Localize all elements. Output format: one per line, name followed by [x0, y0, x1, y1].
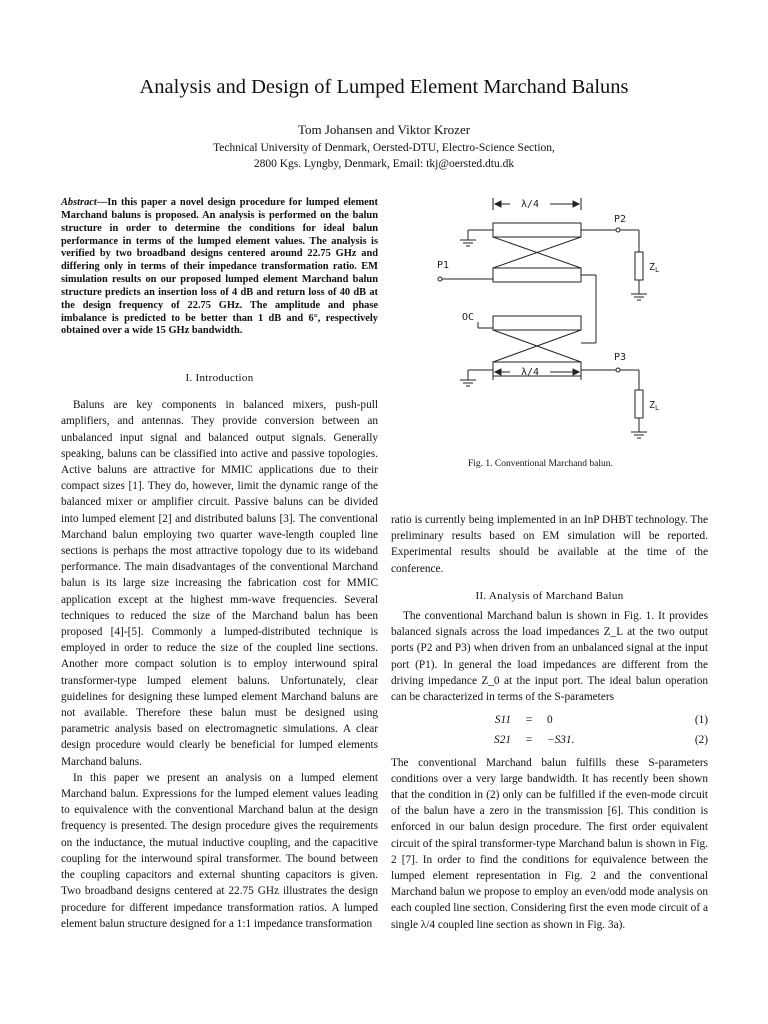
intro-paragraph-2: In this paper we present an analysis on a lumped element Marchand balun. Expressions for the lumped element values leading to equivalence with the conventional Marchand balun at the design frequency is presented. The design procedure gives the requirements on the inductance, the mutual inductive coupling, and the capacitive coupling for the interwound spiral transformer. The bound between the coupling capacitors and external shunting capacitors is given. Two broadband designs centered at 22.75 GHz illustrates the design procedure for different impedance transformation ratios. A lumped element balun structure designed for a 1:1 impedance transformation: [61, 771, 378, 930]
section-2-heading: II. Analysis of Marchand Balun: [475, 589, 624, 602]
port-p3-label: P3: [614, 352, 627, 363]
figure-1-caption: Fig. 1. Conventional Marchand balun.: [468, 459, 613, 469]
intro-paragraph-3: ratio is currently being implemented in an InP DHBT technology. The preliminary results based on EM simulation will be reported. Experimental results should be available at the time of the conference.: [391, 514, 708, 575]
open-circuit-label: OC: [462, 312, 475, 323]
load-zl-label-bottom: $Z_L$: [649, 400, 660, 412]
analysis-paragraph-2: The conventional Marchand balun fulfills these S-parameters conditions over a very large bandwidth. It has recently been shown that the condition in (2) only can be fulfilled if the even-mode circuit of the balun have a zero in the transmission [6]. This condition is enforced in our balun design procedure. The first order equivalent circuit of the spiral transformer-type Marchand balun is shown in Fig. 2 [7]. In order to find the conditions for equivalence between the lumped element representation in Fig. 2 and the conventional Marchand balun we propose to employ an even/odd mode analysis on each coupled line section. Considering first the even mode circuit of a single λ/4 coupled line section as shown in Fig. 3a).: [391, 756, 708, 931]
abstract: [61, 197, 378, 338]
equation-2: S21 = −S31. (2): [494, 734, 708, 747]
abstract-label: Abstract: [61, 197, 97, 208]
lambda-label-bottom: λ/4: [521, 367, 540, 378]
load-zl-label-top: $Z_L$: [649, 262, 660, 274]
analysis-paragraph-1: The conventional Marchand balun is shown in Fig. 1. It provides balanced signals across the load impedances Z_L at the two output ports (P2 and P3) when driven from an unbalanced signal at the input port (P1). In general the load impedances are different from the driving impedance Z_0 at the input port. The ideal balun operation can be characterized in terms of the S-parameters: [391, 610, 708, 704]
intro-paragraph-1: Baluns are key components in balanced mixers, push-pull amplifiers, and antennas. They provide conversion between an unbalanced input signal and balanced output signals. Generally speaking, baluns can be classified into active and passive topologies. Active baluns are attractive for MMIC applications due to their compact sizes [1]. They do, however, limit the dynamic range of the balanced mixer or amplifier circuit. Passive baluns can be divided into lumped element [2] and distributed baluns [3]. The conventional Marchand balun employing two quarter wave-length coupled line sections is perhaps the most attractive topology due to its wideband performance. The main disadvantages of the conventional Marchand balun is its large size increasing the fabrication cost for MMIC application except at the highest mm-wave frequencies. Several techniques to reduced the size of the Marchand balun has been proposed [4]-[5]. Commonly a lumped-distributed technique is employed in order to reduce the size of the coupled line sections. Another more compact solution is to employ interwound spiral transformer-type lumped element baluns. Unfortunately, clear guidelines for designing these lumped element Marchand baluns are not available. Therefore these balun must be designed using parametric analysis based on electromagnetic simulations. A clear design procedure would clearly be beneficial for lumped elements Marchand baluns.: [61, 399, 378, 768]
abstract-text: —In this paper a novel design procedure for lumped element Marchand baluns is proposed. An analysis is performed on the balun structure in order to determine the conditions for ideal balun performance in terms of the lumped element values. The analysis is verified by two broadband designs centered around 22.75 GHz and differing only in terms of their impedance transformation ratio. EM simulation results on our proposed lumped element Marchand balun structure predicts an insertion loss of 4 dB and return loss of 40 dB at the design frequency of 22.75 GHz. The amplitude and phase imbalance is predicted to be better than 1 dB and 6°, respectively obtained over a wide 15 GHz bandwidth.: [61, 197, 378, 337]
port-p1-label: P1: [437, 260, 450, 271]
port-p2-label: P2: [614, 214, 627, 225]
right-column: [391, 512, 708, 933]
equation-1: S11 = 0 (1): [494, 714, 708, 727]
figure-1-marchand-balun: [430, 190, 690, 455]
affiliation-line-2: 2800 Kgs. Lyngby, Denmark, Email: tkj@oersted.dtu.dk: [253, 158, 515, 170]
section-1-heading: I. Introduction: [185, 372, 254, 384]
equations: [391, 710, 708, 750]
lambda-label-top: λ/4: [521, 199, 540, 210]
paper-title: Analysis and Design of Lumped Element Marchand Baluns: [139, 76, 629, 98]
affiliation-line-1: Technical University of Denmark, Oersted-DTU, Electro-Science Section,: [213, 142, 555, 154]
authors: Tom Johansen and Viktor Krozer: [297, 122, 471, 137]
left-column: [61, 370, 378, 932]
